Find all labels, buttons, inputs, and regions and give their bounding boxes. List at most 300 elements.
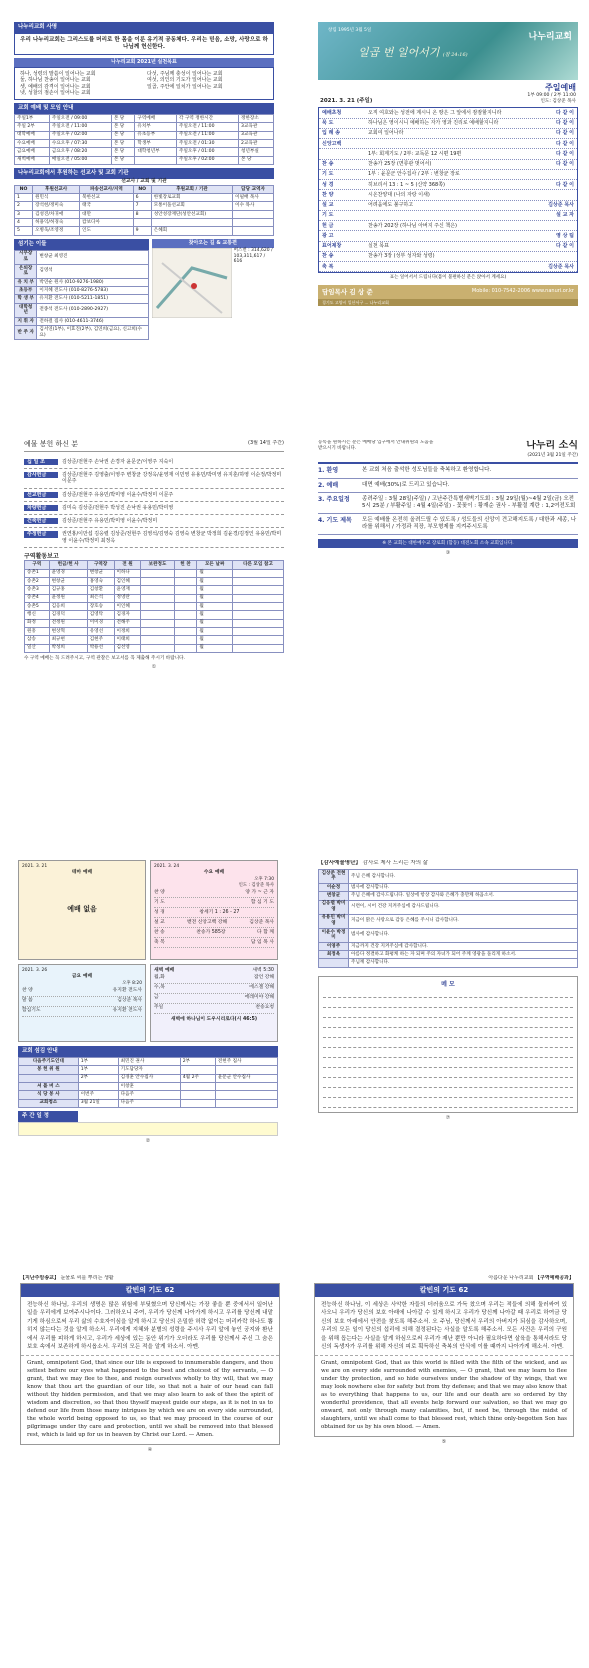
cell-row — [25, 594, 284, 602]
wed-row-cell: 찬 양 — [154, 889, 165, 895]
mission-cell: 허용익/허경숙 — [33, 219, 80, 227]
cover-banner — [318, 22, 578, 80]
cell-value: 송촌4 — [25, 594, 50, 602]
wed-row — [154, 938, 274, 948]
fri-row-cell: 유지환 전도사 — [112, 1008, 142, 1014]
worship-row — [319, 201, 577, 211]
worship-content: 교회여 일어나라 — [368, 130, 404, 137]
mission-cell — [133, 219, 151, 227]
thanks-name: 김상준 전현주 — [319, 869, 349, 883]
worship-item — [322, 151, 368, 157]
offering-list — [24, 456, 284, 548]
worship-content — [368, 233, 530, 239]
cell-value — [174, 619, 197, 627]
cell-value — [141, 569, 174, 577]
duty-cell: 3월 21일 — [78, 1099, 118, 1107]
cell-value — [232, 644, 283, 652]
schedule-cell: 수요오후 / 07:30 — [49, 139, 111, 147]
cell-value: 김선영 — [114, 644, 141, 652]
slogan-verse: (잠 24:16) — [442, 52, 468, 58]
memo-title: 메 모 — [441, 980, 455, 988]
staff-role: 지 휘 자 — [15, 317, 37, 325]
schedule-cell: 금요오후 / 08:20 — [49, 148, 111, 156]
cell-value — [141, 602, 174, 610]
cell-note: 수 구역 예배는 꼭 드려주시고, 구역 관찰은 보고서를 꼭 제출해 주시기 바랍니다. — [24, 655, 185, 661]
cell-value: 윤영경 — [49, 569, 87, 577]
dawn-row-cell: 에스겔 강해 — [249, 985, 274, 991]
duty-cell: 봉 헌 위 원 — [19, 1066, 79, 1074]
staff-row — [15, 326, 149, 340]
worship-content — [368, 141, 530, 147]
thanks-text: 범사에 감사합니다. — [349, 883, 578, 891]
worship-item: 축 복 — [322, 263, 334, 270]
worship-item: 기 도 — [322, 212, 334, 219]
mission-cell: 김성진/차귀애 — [33, 210, 80, 218]
worship-content: 1부: 회계기도 / 2부: 교독문 12 시편 19편 — [368, 150, 462, 157]
duty-cell: 다음주기도인대 — [19, 1057, 79, 1065]
fri-row-cell: 김상준 목사 — [117, 998, 142, 1004]
cell-value — [232, 586, 283, 594]
worship-row — [319, 231, 577, 241]
duty-cell — [78, 1082, 118, 1090]
worship-content: 찬송가 202장 (하나님 아버지 주신 책은) — [368, 222, 458, 229]
cell-value — [232, 619, 283, 627]
duty-cell: 식 당 봉 사 — [19, 1091, 79, 1099]
wed-row — [154, 918, 274, 928]
news-item — [318, 479, 578, 494]
cell-value — [232, 611, 283, 619]
prayer-head-tag: 【구역예배공과】 — [535, 1275, 574, 1281]
worship-row — [319, 170, 577, 180]
cell-value: 월 — [197, 619, 233, 627]
cell-value: 박용선 — [87, 644, 114, 652]
mission-header-cell: 후원선교사 — [33, 185, 80, 193]
fri-row-cell: 말 씀 — [22, 998, 33, 1004]
founding-note: 창립 1995년 3월 5일 — [328, 28, 372, 33]
memo-line — [323, 1018, 573, 1028]
thanks-text: 아름다 정결하고 화평케 하는 자 되며 주의 자녀가 되어 주께 영광을 돌리게 하소서. — [349, 951, 578, 959]
worship-item: 신앙고백 — [322, 140, 342, 147]
schedule-cell: 매일오전 / 05:00 — [49, 156, 111, 164]
duty-cell — [215, 1099, 277, 1107]
schedule-cell — [135, 156, 177, 164]
goal-item: 둘, 하나님 찬송이 일어나는 교회 — [20, 77, 91, 84]
dawn-rows — [154, 974, 274, 1014]
cell-value — [232, 577, 283, 585]
worship-item: 찬 양 — [322, 191, 334, 198]
cell-value: 홍영숙 — [87, 577, 114, 585]
cell-row — [25, 619, 284, 627]
schedule-cell: 정한장소 — [239, 114, 274, 122]
news-item — [318, 493, 578, 514]
memo-line — [323, 1048, 573, 1058]
theme-worship-card — [18, 860, 146, 960]
cell-value — [141, 577, 174, 585]
cell-value — [141, 644, 174, 652]
duty-row — [19, 1066, 278, 1074]
cell-value: 월 — [197, 636, 233, 644]
worship-row — [319, 129, 577, 139]
duty-row — [19, 1057, 278, 1065]
cell-value: 김창환 — [87, 586, 114, 594]
duty-row — [19, 1074, 278, 1082]
thanks-text: 시련이, 시어 건강 지켜주심에 감사드립니다. — [349, 900, 578, 914]
staff-row — [15, 278, 149, 286]
fri-row-cell: 유지환 전도사 — [112, 988, 142, 994]
staff-name: 박연순 원사 (010-9276-1980) — [37, 278, 148, 286]
duty-cell — [215, 1091, 277, 1099]
cell-value: 변창균 — [49, 577, 87, 585]
cell-value — [141, 619, 174, 627]
service-duty-table — [18, 1057, 278, 1108]
card-title: 수요 예배 — [203, 869, 225, 875]
news-item-text: 대면 예배(30%)로 드리고 있습니다. — [362, 481, 450, 488]
worship-row — [319, 190, 577, 200]
news-intro: 등록을 원하시는 분은 예배당 입구에서 안내위원의 도움을 받으시기 바랍니다. — [318, 440, 434, 451]
goal-item: 일곱, 주안에 일치가 일어나는 교회 — [147, 83, 223, 90]
thanks-text: 지금까지 건강 지켜주심에 감사합니다. — [349, 942, 578, 950]
cell-value — [174, 569, 197, 577]
schedule-cell: 주일오전 / 11:00 — [177, 131, 239, 139]
duty-cell: 다음주 — [118, 1099, 180, 1107]
mission-table — [14, 185, 274, 236]
worship-content: 어려움에도 불구하고 — [368, 202, 414, 209]
bulletin-page-worship-order — [318, 22, 578, 402]
staff-name: 변창균 최영진 — [37, 250, 148, 264]
schedule-title: 교회 예배 및 모임 안내 — [14, 103, 274, 114]
cell-header: 다른 모임 참고 — [232, 561, 283, 569]
duty-cell: 윤문군 안수집사 — [215, 1074, 277, 1082]
wed-row-cell: 담 임 목 사 — [250, 939, 274, 945]
dawn-row — [154, 974, 274, 984]
news-list — [318, 462, 578, 535]
service-title: 주일예배 — [545, 83, 576, 92]
card-time: 새벽 5:30 — [252, 968, 274, 973]
page-number: ① — [151, 663, 157, 670]
bulletin-page-church-info — [14, 22, 274, 402]
mission-header-cell: 후원교회 / 기관 — [151, 185, 232, 193]
cell-value: 이인혜 — [114, 602, 141, 610]
wed-rows — [154, 888, 274, 948]
staff-row — [15, 264, 149, 278]
cell-value: 이태희 — [114, 636, 141, 644]
card-title: 테마 예배 — [71, 869, 93, 875]
bulletin-page-offerings — [24, 440, 284, 810]
cell-value: 유영선 — [87, 627, 114, 635]
info-title: 교회 섬김 안내 — [18, 1046, 278, 1057]
staff-role: 학 생 부 — [15, 295, 37, 303]
cell-value: 일산 — [25, 644, 50, 652]
dawn-row-cell: 월,화 — [154, 975, 165, 981]
mission-cell: 이필배 목사 — [233, 194, 274, 202]
dawn-row — [154, 984, 274, 994]
news-item-text: 모든 예배를 온전히 올려드릴 수 있도록 / 성도들의 신앙이 견고해지도록 / 대한과 세종, 나라를 위해서 / 가정과 직장, 부모형제를 지켜주시도록 — [362, 516, 577, 530]
mission-cell: 북한선교 — [80, 194, 134, 202]
dawn-row-cell: 금 — [154, 995, 159, 1001]
worship-foot-note: 표는 일어서서 드립니다(몸이 불편하신 분은 앉아서 계세요) — [389, 275, 507, 281]
cell-value: 월 — [197, 594, 233, 602]
mission-row — [15, 202, 274, 210]
schedule-cell: 대학예배 — [15, 131, 50, 139]
mission-cell: 1 — [15, 194, 33, 202]
duty-cell: 다음주 — [118, 1091, 180, 1099]
duty-cell: 2부 — [78, 1074, 118, 1082]
mission-cell — [151, 219, 232, 227]
thanks-row — [319, 942, 578, 950]
duty-cell: 교회청소 — [19, 1099, 79, 1107]
worship-content: 시온찬양대 (나의 자랑 이새) — [368, 191, 430, 198]
offering-row — [24, 456, 284, 469]
wed-row — [154, 898, 274, 908]
worship-leader: 다 같 이 — [556, 140, 574, 147]
fri-row — [22, 987, 142, 997]
worship-leader: 영 상 팀 — [556, 232, 574, 239]
offering-type: 주정헌금 — [24, 531, 58, 537]
cell-value — [174, 594, 197, 602]
mission-cell: 모퉁이돌선교회 — [151, 202, 232, 210]
staff-table — [14, 250, 149, 341]
duty-cell: 기도담당자 — [118, 1066, 180, 1074]
offering-type: 감사헌금 — [24, 472, 58, 478]
cell-value — [174, 611, 197, 619]
worship-leader: 다 같 이 — [556, 243, 574, 250]
worship-row — [319, 242, 577, 252]
bulletin-page-thanks-memo — [318, 860, 578, 1240]
cell-title: 구역활동보고 — [24, 552, 59, 560]
staff-name: 전종석 전도사 (010-2890-2927) — [37, 303, 148, 317]
wed-row — [154, 928, 274, 938]
thanks-name: 김응렬 박미영 — [319, 900, 349, 914]
cell-value — [232, 594, 283, 602]
wed-row-cell: 찬송가 585장 — [196, 929, 226, 935]
schedule-cell: 학생부 — [135, 139, 177, 147]
schedule-cell: 청년부실 — [239, 148, 274, 156]
memo-line — [323, 1098, 573, 1108]
thanks-text: 주님 은혜 감사합니다. — [349, 869, 578, 883]
staff-role: 유 치 부 — [15, 278, 37, 286]
prayer-korean: 전능하신 하나님, 이 세상은 사악한 자들의 더러움으로 가득 찼으며 우리는 적들에 의해 둘러싸여 있사오니 우리가 당신의 보호 아래에 나아갈 수 있게 하시고 우리가 당신께 나아갈 때 우리로 하여금 당신의 보호 아래에서 안전을 찾도록 해주소서. 오 주님, 당신께서 우리의 아버지가 되심을 감사하오며, 우리의 모든 일이 당신의 섭리에 의해 결정된다는 사실을 알도록 해주소서. 모든 사건은 우리의 구원을 위해 돕는다는 사실을 알게 하심으로써 우리가 재난 뿐만 아니라 필요하다면 살육을 통해서라도 당신의 독생자가 우리를 위해 자신의 피로 획득하신 축복의 안식에 이를 때까지 나아가게 해소서. 아멘. — [321, 1302, 567, 1350]
wed-row-cell: 다 함 께 — [257, 929, 274, 935]
map-title: 찾아오는 길 & 교통편 — [152, 239, 274, 248]
worship-row — [319, 149, 577, 159]
worship-content: 1부 : 윤문군 안수집사 / 2부 : 변창균 장로 — [368, 171, 460, 178]
wed-row-cell: 기 도 — [154, 899, 165, 905]
dawn-row-cell: 찬송요청 — [255, 1005, 274, 1011]
offering-row — [24, 489, 284, 502]
mission-cell: 인도 — [80, 227, 134, 235]
wed-row-cell: 벧전 신앙고백 강해 — [186, 919, 228, 925]
service-leader: 인도: 김상준 목사 — [540, 98, 576, 104]
mission-header-cell: NO — [133, 185, 151, 193]
cell-value: 송촌1 — [25, 569, 50, 577]
schedule-cell: 본 당 — [111, 156, 135, 164]
worship-row — [319, 160, 577, 170]
mission-row — [15, 194, 274, 202]
thanks-name: 이순정 — [319, 883, 349, 891]
dawn-row-cell: 에레미야 강해 — [244, 995, 274, 1001]
mission-cell: 7 — [133, 202, 151, 210]
card-body: 예배 없음 — [67, 905, 97, 914]
staff-name: 김영석 — [37, 264, 148, 278]
offering-row — [24, 515, 284, 528]
memo-box — [318, 976, 578, 1114]
news-item — [318, 514, 578, 535]
thanks-row — [319, 900, 578, 914]
cell-value: 김영탁 — [87, 611, 114, 619]
schedule-cell: 주일1부 — [15, 114, 50, 122]
duty-cell — [215, 1082, 277, 1090]
pastor-contact: Mobile: 010-7542-2006 www.nanuri.or.kr — [471, 288, 574, 295]
offering-names: 김상준/전현주 유용민/박미영 이윤수/박정미 이문주 — [62, 491, 174, 498]
bulletin-page-news — [318, 440, 578, 810]
duty-cell: 이번주 — [78, 1091, 118, 1099]
offering-row — [24, 528, 284, 548]
prayer-korean: 전능하신 하나님, 우리의 생명은 많은 위험에 부딪혔으며 당신께서는 가장 좋을 뿐 중에서서 일어난 일을 우리에게 보여주시나이다. 그러하오니 주여, 우리가 당신께 나아가게 하시고 우리를 당신께 내맡기게 하심으로써 우리 삶의 수호자이심을 알게 하시고 당신의 은밀한 허락 없이는 머리카락 하나도 뽑히지 않는다는 것을 알게 하소서. 우리에게 지혜와 분별의 성령을 주시사 우리 앞에 놓인 궁지와 환난에서 우리를 피하게 하시고, 우리가 세상에 있는 동안 위기가 오더라도 우리를 당신께서 주신 그 숨은 보호 속에서 보존하게 하시옵소서. 우리의 모든 적을 알게 하소서. 아멘. — [27, 1302, 273, 1350]
thanks-sub: 감사로 제사 드리는 자의 삶 — [362, 860, 429, 866]
schedule-cell: 2교육관 — [239, 139, 274, 147]
thanks-text: 주님 은혜에 감사드립니다. 일상에 항상 감사와 은혜가 충만케 하옵소서. — [349, 892, 578, 900]
worship-leader — [530, 192, 574, 198]
page-number: ② — [145, 1137, 151, 1144]
mission-row — [15, 210, 274, 218]
cell-value: 김경덕 — [49, 611, 87, 619]
fri-row-cell: 찬 양 — [22, 988, 33, 994]
news-item — [318, 464, 578, 479]
worship-content — [368, 212, 530, 218]
offering-names: 김상준/전현주 손낙권 손경자 윤문군/이영주 지숙이 — [62, 458, 174, 465]
cell-header: 보완정도 — [141, 561, 174, 569]
duty-cell: 4월 2주 — [180, 1074, 215, 1082]
wed-row-cell: 찬 송 — [154, 929, 165, 935]
pastor-name: 담임목사 김 상 준 — [322, 288, 373, 297]
address: 경기도 고양시 일산서구 ... 나누리교회 — [318, 299, 578, 306]
thanks-name: 변창균 — [319, 892, 349, 900]
cell-value — [141, 611, 174, 619]
cell-row — [25, 586, 284, 594]
service-date: 2021. 3. 21 (주일) — [320, 97, 373, 104]
duty-row — [19, 1091, 278, 1099]
cell-value: 이미경 — [87, 619, 114, 627]
cell-value: 변상혁 — [49, 627, 87, 635]
worship-leader: 설 교 자 — [556, 212, 574, 219]
schedule-cell: 주일오후 / 02:00 — [177, 156, 239, 164]
mission-cell: 대만 — [80, 210, 134, 218]
thanks-name: 유용민 박미영 — [319, 914, 349, 928]
mission-cell: 한빛장로교회 — [151, 194, 232, 202]
dawn-note: 새벽에 하나님이 도우시리로다(시 46:5) — [170, 1016, 258, 1022]
bulletin-page-weekday-services — [18, 860, 278, 1240]
worship-leader: 다 같 이 — [556, 150, 574, 157]
cell-row — [25, 569, 284, 577]
worship-item: 찬 송 — [322, 253, 334, 260]
cell-value: 김현주 — [87, 636, 114, 644]
memo-line — [323, 1028, 573, 1038]
schedule-cell: 주일오전 / 09:00 — [49, 114, 111, 122]
staff-name: 유지환 전도사 (010-5211-1851) — [37, 295, 148, 303]
worship-leader — [530, 171, 574, 177]
news-item-label: 3. 주요일정 — [318, 496, 350, 504]
mission-cell: 4 — [15, 219, 33, 227]
cell-value: 월 — [197, 611, 233, 619]
cell-value — [174, 636, 197, 644]
cell-value: 박성희 — [49, 644, 87, 652]
memo-line — [323, 1068, 573, 1078]
mission-cell: 2 — [15, 202, 33, 210]
staff-role: 대학청년 — [15, 303, 37, 317]
worship-leader: 김상준 목사 — [548, 202, 574, 209]
page-number: ④ — [147, 1447, 153, 1454]
wed-row-cell: 창세기 1 : 26 - 27 — [199, 909, 240, 915]
mission-cell — [233, 219, 274, 227]
worship-leader: 다 같 이 — [556, 109, 574, 116]
schedule-cell: 본 당 — [111, 139, 135, 147]
cell-value: 전정원 — [49, 619, 87, 627]
worship-row — [319, 139, 577, 149]
prayer-head-tag: 【지난주암송교】 — [20, 1275, 59, 1281]
cell-value: 변창균 — [87, 569, 114, 577]
card-leader: 인도 : 김상준 목사 — [238, 882, 274, 888]
staff-title: 섬기는 이들 — [14, 239, 149, 250]
staff-row — [15, 295, 149, 303]
thanks-title: 【감사예물명단】 — [318, 860, 361, 866]
goal-item: 다섯, 주님께 충성이 일어나는 교회 — [147, 71, 223, 78]
cell-value — [174, 586, 197, 594]
staff-row — [15, 317, 149, 325]
cell-value: 김인혜 — [114, 577, 141, 585]
page-number: ③ — [445, 550, 451, 557]
worship-row — [319, 262, 577, 272]
memo-lines — [323, 988, 573, 1108]
schedule-cell: 새벽예배 — [15, 156, 50, 164]
fri-row — [22, 1007, 142, 1017]
dawn-worship-card — [150, 964, 278, 1042]
cell-table — [24, 560, 284, 653]
cell-value — [232, 627, 283, 635]
cell-value: 김경자 — [114, 611, 141, 619]
thanks-table — [318, 869, 578, 968]
mission-title: 나누리교회에서 후원하는 선교사 및 교회 기관 — [14, 168, 274, 179]
prayer-english: Grant, omnipotent God, that as this world is filled with the filth of the wicked, and as we are on every side surrounded with enemies, — O grant, that we may learn to flee under thy protection, and so hide ourselves under the shadow of thy wings, that we may look nowhere else for safety but from thy defense; and that we may also know that as to everything that happens to us, our life and our death are so ordered by thy wonderful providence, that all events help forward our salvation, so that we may go onward, not only through many calamities, but, if need be, through the midst of slaughters, until we shall come to that blessed rest, which thine only-begotten Son has obtained for us by his own blood. — Amen. — [315, 1355, 573, 1436]
service-times: 1부 09:00 / 2부 11:00 — [527, 93, 576, 98]
prayer-head-sub: 아름다운 나누리교회 — [488, 1275, 534, 1281]
schedule-cell: 본 당 — [239, 156, 274, 164]
worship-item: 예배초청 — [322, 109, 342, 116]
worship-item: 성 경 — [322, 181, 334, 188]
worship-item: 입 례 송 — [322, 130, 340, 137]
cell-header: 헌 찬 — [174, 561, 197, 569]
cell-value: 삼송 — [25, 636, 50, 644]
offering-week: (3월 14일 주간) — [248, 440, 284, 446]
memo-line — [323, 1058, 573, 1068]
weekly-schedule-area — [18, 1122, 278, 1136]
cell-value: 윤정원 — [49, 594, 87, 602]
pastor-bar — [318, 285, 578, 299]
thanks-row — [319, 869, 578, 883]
cell-value — [141, 627, 174, 635]
vision-text: 우리 나누리교회는 그리스도를 머리로 한 몸을 이룬 유기적 공동체다. 우리는 믿음, 소망, 사랑으로 하나님께 헌신한다. — [14, 33, 274, 55]
offering-row — [24, 469, 284, 489]
dawn-row — [154, 994, 274, 1004]
offering-type: 선교헌금 — [24, 492, 58, 498]
cell-value: 월 — [197, 644, 233, 652]
worship-order-list — [318, 107, 578, 273]
worship-row — [319, 252, 577, 262]
worship-item: 기 도 — [322, 171, 334, 178]
mission-header-row — [15, 185, 274, 193]
goals-title: 나누리교회 2021년 실천목표 — [14, 58, 274, 67]
wed-row-cell: 합 심 기 도 — [250, 899, 274, 905]
cell-value: 월 — [197, 569, 233, 577]
